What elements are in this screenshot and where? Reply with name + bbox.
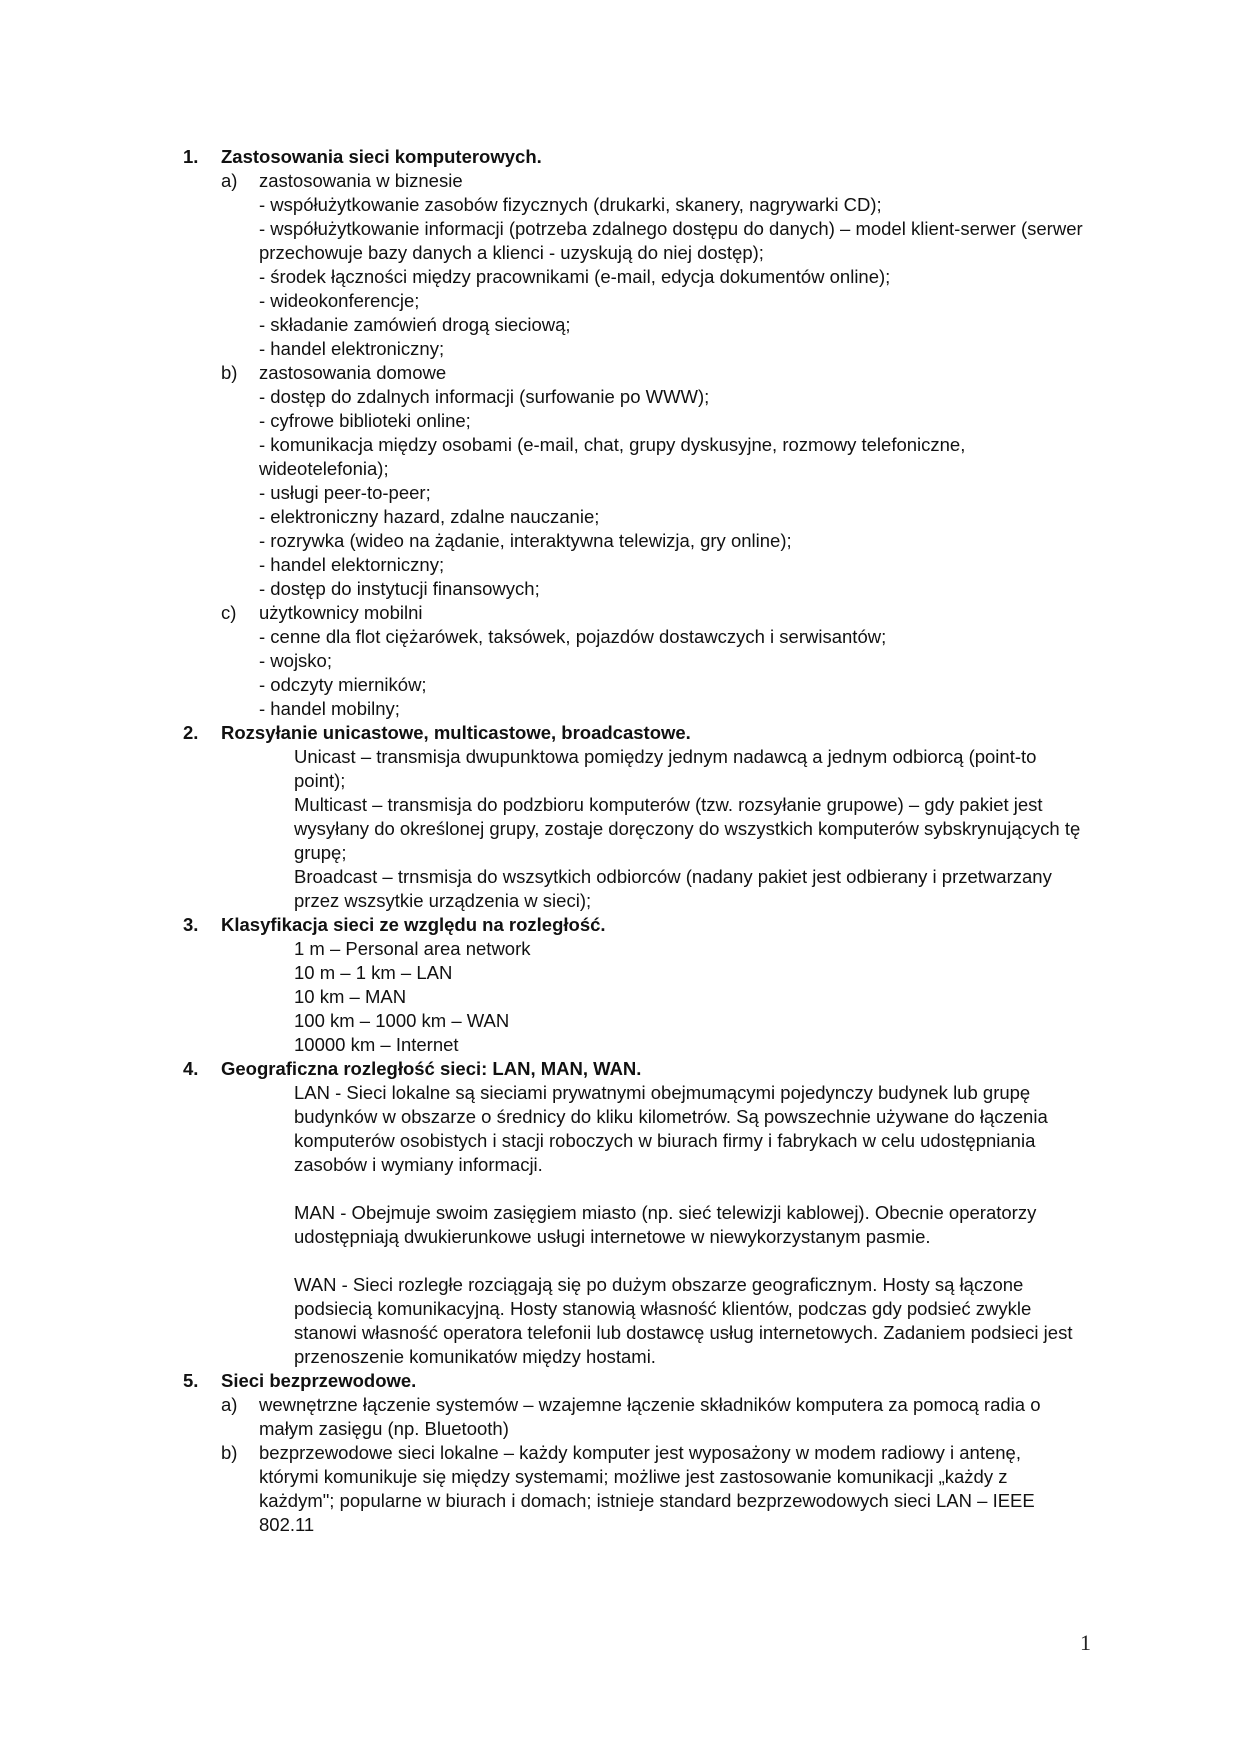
list-item: - handel elektroniczny; [259,338,445,359]
list-item: - wojsko; [259,650,332,671]
subsection-1c-heading [183,601,1083,625]
section-number: 2. [183,722,199,743]
list-item: - dostęp do zdalnych informacji (surfowanie po WWW); [259,386,710,407]
range-line: 10 km – MAN [294,986,407,1007]
subsection-text: bezprzewodowe sieci lokalne – każdy komputer jest wyposażony w modem radiowy i antenę, którymi komunikuje się między systemami; możliwe jest zastosowanie komunikacji „każdy z każdym"; popularne w biurach i domach; istnieje standard bezprzewodowych sieci LAN – IEEE 802.11 [259,1442,1035,1535]
section-title: Geograficzna rozległość sieci: LAN, MAN, WAN. [221,1058,642,1079]
subsection-letter: b) [221,362,238,383]
list-item: - cenne dla flot ciężarówek, taksówek, pojazdów dostawczych i serwisantów; [259,626,887,647]
list-item: - wideokonferencje; [259,290,420,311]
range-line: 10000 km – Internet [294,1034,459,1055]
section-4-heading [183,1057,1083,1081]
list-item: - elektroniczny hazard, zdalne nauczanie; [259,506,600,527]
list-item: - usługi peer-to-peer; [259,482,431,503]
subsection-letter: b) [221,1442,238,1463]
page-number: 1 [1080,1630,1091,1655]
section-number: 3. [183,914,199,935]
list-item: - składanie zamówień drogą sieciową; [259,314,571,335]
list-item: - cyfrowe biblioteki online; [259,410,471,431]
section-1-heading [183,145,1083,169]
subsection-letter: a) [221,170,238,191]
subsection-1b-heading [183,361,1083,385]
subsection-letter: c) [221,602,237,623]
document-body [183,145,1083,1537]
paragraph-spacer [183,1177,1083,1201]
subsection-5a [183,1393,1083,1441]
paragraph-lan: LAN - Sieci lokalne są sieciami prywatnymi obejmumącymi pojedynczy budynek lub grupę budynków w obszarze o średnicy do kliku kilometrów. Są powszechnie używane do łączenia komputerów osobistych i stacji roboczych w biurach firmy i fabrykach w celu udostępniania zasobów i wymiany informacji. [294,1082,1048,1175]
list-item: - współużytkowanie zasobów fizycznych (drukarki, skanery, nagrywarki CD); [259,194,882,215]
list-item: - środek łączności między pracownikami (e-mail, edycja dokumentów online); [259,266,891,287]
section-title: Rozsyłanie unicastowe, multicastowe, broadcastowe. [221,722,691,743]
subsection-title: zastosowania w biznesie [259,170,463,191]
section-title: Zastosowania sieci komputerowych. [221,146,542,167]
subsection-title: użytkownicy mobilni [259,602,423,623]
range-line: 100 km – 1000 km – WAN [294,1010,510,1031]
list-item: - dostęp do instytucji finansowych; [259,578,540,599]
subsection-letter: a) [221,1394,238,1415]
list-item: - komunikacja między osobami (e-mail, chat, grupy dyskusyjne, rozmowy telefoniczne, wideotelefonia); [259,434,966,479]
paragraph-man: MAN - Obejmuje swoim zasięgiem miasto (np. sieć telewizji kablowej). Obecnie operatorzy udostępniają dwukierunkowe usługi internetowe w niewykorzystanym pasmie. [294,1202,1037,1247]
section-number: 5. [183,1370,199,1391]
subsection-1a-heading [183,169,1083,193]
list-item: - handel mobilny; [259,698,400,719]
section-5-heading [183,1369,1083,1393]
subsection-5b [183,1441,1083,1537]
list-item: - współużytkowanie informacji (potrzeba zdalnego dostępu do danych) – model klient-serwer (serwer przechowuje bazy danych a klienci - uzyskują do niej dostęp); [259,218,1083,263]
list-item: - handel elektorniczny; [259,554,445,575]
section-number: 4. [183,1058,199,1079]
paragraph: Broadcast – trnsmisja do wszsytkich odbiorców (nadany pakiet jest odbierany i przetwarzany przez wszsytkie urządzenia w sieci); [294,866,1052,911]
section-number: 1. [183,146,199,167]
list-item: - odczyty mierników; [259,674,427,695]
section-2-heading [183,721,1083,745]
paragraph-spacer [183,1249,1083,1273]
section-title: Klasyfikacja sieci ze względu na rozległość. [221,914,606,935]
range-line: 10 m – 1 km – LAN [294,962,453,983]
range-line: 1 m – Personal area network [294,938,531,959]
subsection-text: wewnętrzne łączenie systemów – wzajemne łączenie składników komputera za pomocą radia o małym zasięgu (np. Bluetooth) [259,1394,1041,1439]
section-3-heading [183,913,1083,937]
paragraph-wan: WAN - Sieci rozległe rozciągają się po dużym obszarze geograficznym. Hosty są łączone podsiecią komunikacyjną. Hosty stanowią własność klientów, podczas gdy podsieć zwykle stanowi własność operatora telefonii lub dostawcę usług internetowych. Zadaniem podsieci jest przenoszenie komunikatów między hostami. [294,1274,1073,1367]
paragraph: Unicast – transmisja dwupunktowa pomiędzy jednym nadawcą a jednym odbiorcą (point-to point); [294,746,1037,791]
list-item: - rozrywka (wideo na żądanie, interaktywna telewizja, gry online); [259,530,792,551]
paragraph: Multicast – transmisja do podzbioru komputerów (tzw. rozsyłanie grupowe) – gdy pakiet jest wysyłany do określonej grupy, zostaje doręczony do wszystkich komputerów sybskrynujących tę grupę; [294,794,1081,863]
section-title: Sieci bezprzewodowe. [221,1370,417,1391]
subsection-title: zastosowania domowe [259,362,447,383]
